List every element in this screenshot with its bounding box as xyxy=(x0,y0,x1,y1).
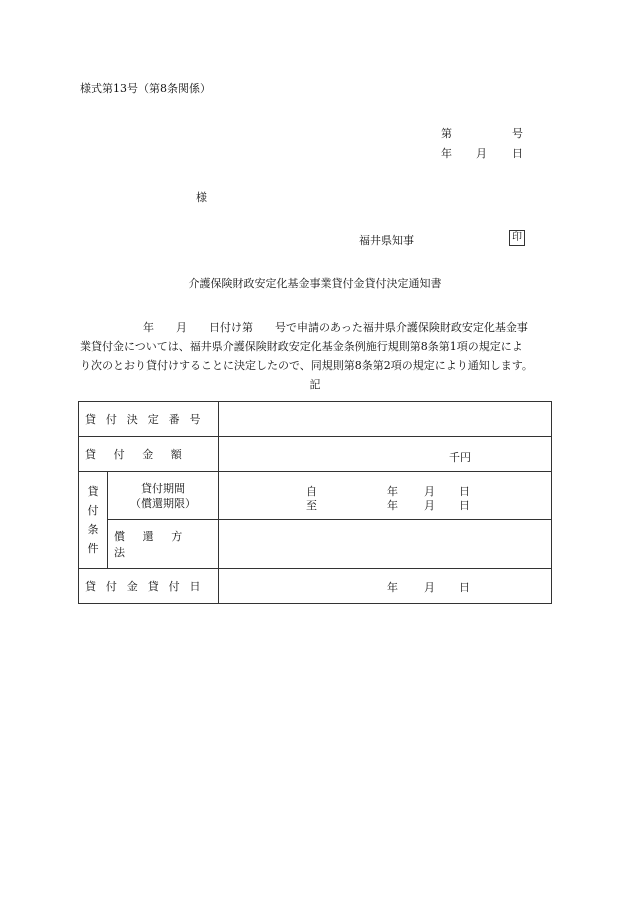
loan-date-month: 月 xyxy=(424,581,435,594)
decision-table xyxy=(78,401,552,604)
form-number: 様式第13号（第8条関係） xyxy=(80,82,211,95)
table-row xyxy=(79,472,552,520)
loan-amount-unit: 千円 xyxy=(449,451,471,464)
decision-number-value xyxy=(219,402,552,437)
conditions-char: 件 xyxy=(87,542,99,555)
period-to-month: 月 xyxy=(424,498,435,512)
body-line-3: り次のとおり貸付けすることに決定したので、同規則第8条第2項の規定により通知します。 xyxy=(80,359,533,372)
period-to-line xyxy=(219,497,551,511)
period-from-month: 月 xyxy=(424,484,435,498)
loan-amount-label xyxy=(79,437,219,472)
loan-conditions-label xyxy=(79,472,108,569)
date-day-label: 日 xyxy=(512,147,523,160)
loan-date-line xyxy=(219,579,551,593)
table-row xyxy=(79,569,552,604)
conditions-char: 付 xyxy=(87,504,99,517)
ki-mark: 記 xyxy=(309,378,321,391)
loan-date-day: 日 xyxy=(459,581,470,594)
repayment-method-label-text: 償還方法 xyxy=(114,530,200,559)
loan-amount-value xyxy=(219,437,552,472)
repayment-method-label xyxy=(108,520,219,569)
loan-period-label-line-2: （償還期限） xyxy=(130,496,197,510)
document-title: 介護保険財政安定化基金事業貸付金貸付決定通知書 xyxy=(188,277,442,290)
body-paragraph xyxy=(80,318,552,375)
document-number-label: 第 xyxy=(441,127,452,140)
table-row xyxy=(79,520,552,569)
date-month-label: 月 xyxy=(476,147,487,160)
loan-period-value xyxy=(219,472,552,520)
period-to-day: 日 xyxy=(459,498,470,512)
date-year-label: 年 xyxy=(441,147,452,160)
seal-mark: 印 xyxy=(509,230,525,246)
period-from-label: 自 xyxy=(306,484,317,498)
loan-date-label: 貸付金貸付日 xyxy=(79,569,219,604)
issuer-name: 福井県知事 xyxy=(359,234,414,247)
addressee-suffix: 様 xyxy=(196,191,207,204)
document-number-suffix: 号 xyxy=(512,127,523,140)
table-row xyxy=(79,402,552,437)
repayment-method-value xyxy=(219,520,552,569)
loan-date-year: 年 xyxy=(387,581,398,594)
period-from-year: 年 xyxy=(387,484,398,498)
period-to-label: 至 xyxy=(306,498,317,512)
loan-date-value xyxy=(219,569,552,604)
period-from-day: 日 xyxy=(459,484,470,498)
body-line-1 xyxy=(80,318,552,337)
table-row xyxy=(79,437,552,472)
decision-number-label: 貸付決定番号 xyxy=(79,402,219,437)
loan-period-label-line-1: 貸付期間 xyxy=(141,481,186,495)
loan-amount-label-text: 貸付金額 xyxy=(85,448,200,461)
loan-period-label xyxy=(108,472,219,520)
body-year: 年 xyxy=(142,321,154,334)
body-month: 月 xyxy=(175,321,187,334)
conditions-char: 条 xyxy=(87,523,99,536)
period-to-year: 年 xyxy=(387,498,398,512)
conditions-char: 貸 xyxy=(87,485,99,498)
period-from-line xyxy=(219,483,551,497)
body-line-1-text: 日付け第 号で申請のあった福井県介護保険財政安定化基金事 xyxy=(208,321,528,334)
body-line-2: 業貸付金については、福井県介護保険財政安定化基金条例施行規則第8条第1項の規定によ xyxy=(80,340,523,353)
